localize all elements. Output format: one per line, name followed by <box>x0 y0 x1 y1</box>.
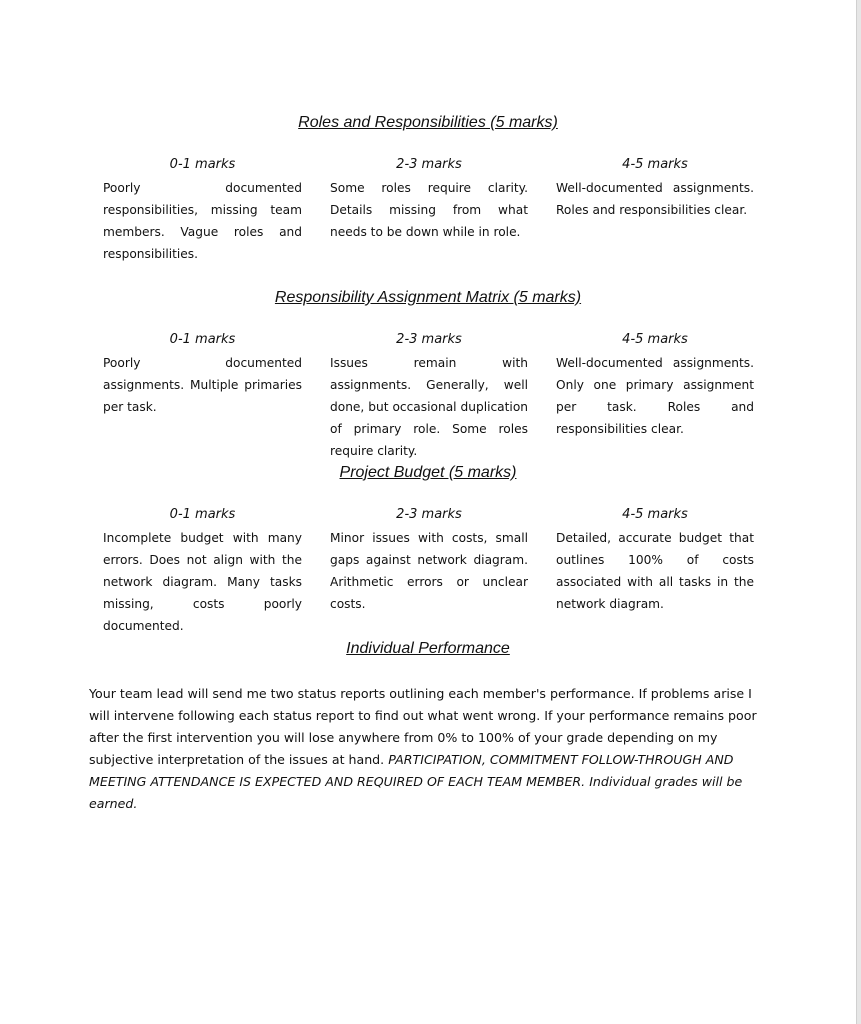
marks-range-label: 2-3 marks <box>396 157 462 172</box>
criteria-text: Poorly documented assignments. Multiple primaries per task. <box>103 356 302 414</box>
marks-range-label: 2-3 marks <box>396 332 462 347</box>
criteria-text: Incomplete budget with many errors. Does not align with the network diagram. Many tasks missing, costs poorly documented. <box>103 531 302 633</box>
section-title-individual: Individual Performance <box>346 640 510 657</box>
criteria-text: Well-documented assignments. Roles and responsibilities clear. <box>556 181 754 217</box>
rubric-column-low <box>103 504 302 637</box>
criteria-text: Issues remain with assignments. Generally, well done, but occasional duplication of primary role. Some roles require clarity. <box>330 356 528 458</box>
paragraph-closing: Individual grades will be earned. <box>89 774 743 811</box>
criteria-text: Minor issues with costs, small gaps against network diagram. Arithmetic errors or unclear costs. <box>330 531 528 611</box>
section-title-budget: Project Budget (5 marks) <box>339 464 517 481</box>
section-title-ram: Responsibility Assignment Matrix (5 marks) <box>274 289 582 306</box>
rubric-column-low <box>103 154 302 265</box>
paragraph-emphasis: PARTICIPATION, COMMITMENT FOLLOW-THROUGH AND MEETING ATTENDANCE IS EXPECTED AND REQUIRED OF EACH TEAM MEMBER. <box>89 752 734 789</box>
rubric-column-high <box>556 154 754 265</box>
marks-range-label: 2-3 marks <box>396 507 462 522</box>
marks-range-label: 0-1 marks <box>169 332 236 347</box>
individual-performance-paragraph <box>89 683 765 815</box>
rubric-ram <box>103 329 755 462</box>
criteria-text: Detailed, accurate budget that outlines 100% of costs associated with all tasks in the network diagram. <box>556 531 754 611</box>
rubric-column-mid <box>330 504 528 637</box>
rubric-column-high <box>556 329 754 462</box>
page-edge-scrollbar <box>856 0 861 1024</box>
rubric-column-high <box>556 504 754 637</box>
paragraph-body: Your team lead will send me two status reports outlining each member's performance. If problems arise I will intervene following each status report to find out what went wrong. If your performance remains poor after the first intervention you will lose anywhere from 0% to 100% of your grade depending on my subjective interpretation of the issues at hand. <box>89 686 757 767</box>
marks-range-label: 4-5 marks <box>622 332 688 347</box>
criteria-text: Poorly documented responsibilities, missing team members. Vague roles and responsibilities. <box>103 181 302 261</box>
section-title-roles: Roles and Responsibilities (5 marks) <box>298 114 558 131</box>
rubric-column-mid <box>330 154 528 265</box>
marks-range-label: 0-1 marks <box>169 507 236 522</box>
rubric-column-mid <box>330 329 528 462</box>
rubric-roles <box>103 154 755 265</box>
marks-range-label: 4-5 marks <box>622 507 688 522</box>
criteria-text: Some roles require clarity. Details missing from what needs to be down while in role. <box>330 181 528 239</box>
rubric-column-low <box>103 329 302 462</box>
criteria-text: Well-documented assignments. Only one primary assignment per task. Roles and responsibilities clear. <box>556 356 754 436</box>
marks-range-label: 0-1 marks <box>169 157 236 172</box>
rubric-budget <box>103 504 755 637</box>
marks-range-label: 4-5 marks <box>622 157 688 172</box>
